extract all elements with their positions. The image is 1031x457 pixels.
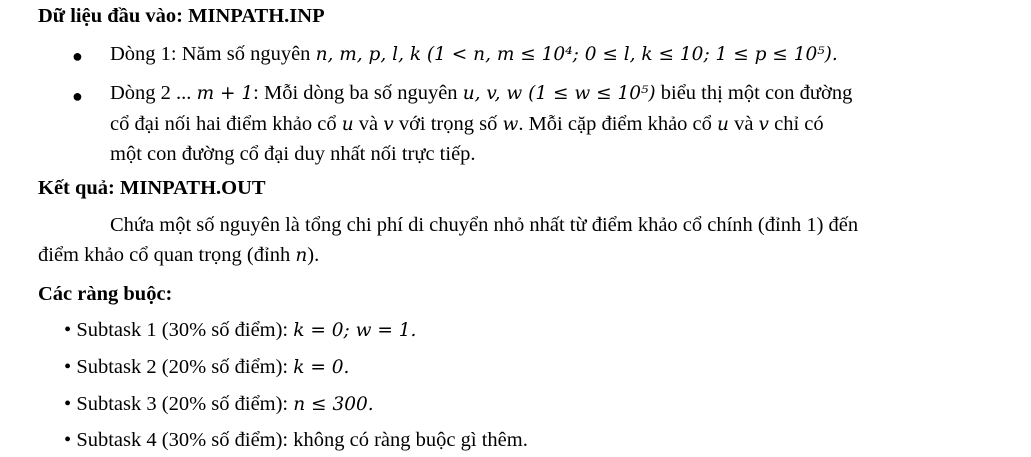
input-line-3-d: . Mỗi cặp điểm khảo cổ <box>518 113 718 135</box>
subtask-text: Subtask 2 (20% số điểm): <box>76 356 294 378</box>
var-u: u <box>341 114 354 135</box>
input-line-1-math: n, m, p, l, k (1 < n, m ≤ 10⁴; 0 ≤ l, k ≤ 10; 1 ≤ p ≤ 10⁵). <box>315 44 838 65</box>
var-v: v <box>758 114 769 135</box>
input-line-2-b: : Mỗi dòng ba số nguyên <box>253 82 463 104</box>
constraints-heading: Các ràng buộc: <box>38 283 173 305</box>
bullet-icon: • <box>64 319 77 341</box>
bullet-icon: • <box>64 356 77 378</box>
output-line-1: Chứa một số nguyên là tổng chi phí di chuyển nhỏ nhất từ điểm khảo cổ chính (đỉnh 1) đến <box>110 214 859 236</box>
subtask-item <box>64 393 374 416</box>
subtask-math: k = 0. <box>293 357 350 378</box>
input-line-2-a: Dòng 2 ... <box>110 82 197 104</box>
output-line-2-a: điểm khảo cổ quan trọng (đỉnh <box>38 244 296 266</box>
var-n: n <box>295 245 308 266</box>
subtask-text: Subtask 3 (20% số điểm): <box>76 393 294 415</box>
output-line-2-b: ). <box>307 244 320 266</box>
input-line-3-f: chỉ có <box>769 113 824 135</box>
bullet-icon: • <box>64 429 77 451</box>
input-line-3-e: và <box>728 113 759 135</box>
input-line-3-c: với trọng số <box>393 113 503 135</box>
input-line-2-vars: u, v, w (1 ≤ w ≤ 10⁵) <box>462 83 656 104</box>
subtask-item <box>64 356 349 379</box>
bullet-icon: ● <box>72 86 83 106</box>
bullet-icon: ● <box>72 46 83 66</box>
input-line-3-b: và <box>353 113 384 135</box>
subtask-text: Subtask 4 (30% số điểm): không có ràng buộc gì thêm. <box>76 429 528 451</box>
input-line-3-a: cổ đại nối hai điểm khảo cổ <box>110 113 342 135</box>
input-heading: Dữ liệu đầu vào: MINPATH.INP <box>38 5 325 27</box>
input-line-3 <box>110 113 824 136</box>
output-line-2 <box>38 244 319 267</box>
var-w: w <box>502 114 519 135</box>
subtask-item <box>64 319 416 342</box>
bullet-icon: • <box>64 393 77 415</box>
input-line-2-range: m + 1 <box>196 83 254 104</box>
subtask-math: k = 0; w = 1. <box>293 320 417 341</box>
subtask-text: Subtask 1 (30% số điểm): <box>76 319 294 341</box>
input-line-1-text: Dòng 1: Năm số nguyên <box>110 43 316 65</box>
input-line-4: một con đường cổ đại duy nhất nối trực tiếp. <box>110 143 476 165</box>
subtask-item <box>64 429 528 452</box>
var-u: u <box>717 114 729 135</box>
input-line-2 <box>110 82 852 105</box>
var-v: v <box>383 114 394 135</box>
input-line-1 <box>110 43 838 66</box>
subtask-math: n ≤ 300. <box>293 394 374 415</box>
output-heading: Kết quả: MINPATH.OUT <box>38 177 266 199</box>
input-line-2-c: biểu thị một con đường <box>655 82 853 104</box>
